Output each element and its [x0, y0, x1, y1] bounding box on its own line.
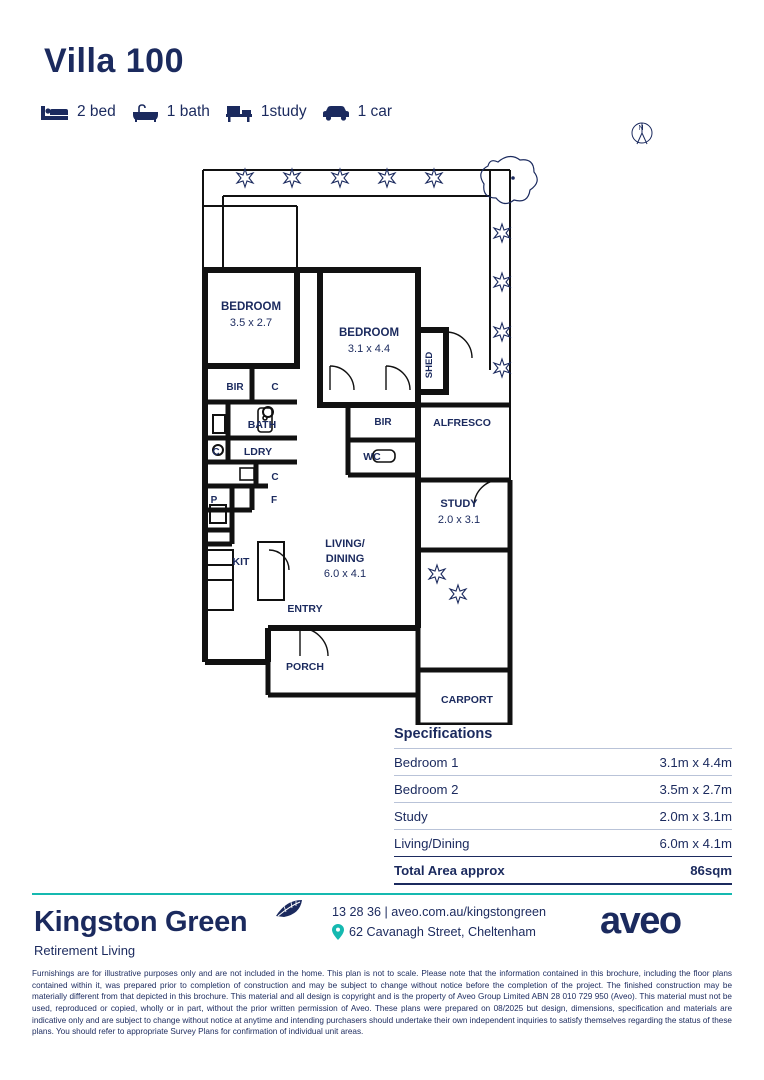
compass-north-icon — [625, 118, 659, 152]
table-row-total — [394, 856, 732, 885]
label-living-2: DINING — [325, 553, 365, 565]
aveo-logo: aveo — [600, 900, 681, 942]
table-row — [394, 775, 732, 802]
feature-study-label: 1study — [260, 103, 307, 120]
study-desk-icon — [224, 100, 254, 124]
contact-address-row — [332, 923, 546, 943]
table-row — [394, 802, 732, 829]
label-carport: CARPORT — [441, 694, 493, 706]
feature-car — [321, 100, 392, 124]
feature-bed — [40, 100, 116, 124]
label-bedroom2-name: BEDROOM — [220, 301, 282, 313]
spec-value: 3.1m x 4.4m — [659, 754, 732, 770]
label-bir1: BIR — [226, 382, 244, 393]
label-bath: BATH — [247, 419, 277, 431]
label-ldry: LDRY — [243, 446, 273, 458]
car-icon — [321, 100, 351, 124]
spec-name: Bedroom 1 — [394, 754, 459, 770]
feature-bath — [130, 100, 210, 124]
page-title: Villa 100 — [44, 42, 184, 80]
floor-plan — [0, 150, 764, 720]
feature-summary-row — [40, 100, 406, 124]
spec-total-name: Total Area approx — [394, 862, 505, 878]
label-entry: ENTRY — [287, 603, 323, 615]
brand-name: Kingston Green — [34, 906, 248, 938]
label-porch: PORCH — [286, 661, 324, 673]
specifications-heading: Specifications — [394, 726, 493, 742]
spec-name: Bedroom 2 — [394, 781, 459, 797]
brand-block — [34, 906, 247, 958]
spec-value: 3.5m x 2.7m — [659, 781, 732, 797]
label-wc: WC — [363, 451, 381, 463]
label-p: P — [210, 495, 218, 506]
bath-icon — [130, 100, 160, 124]
label-bir2: BIR — [374, 417, 392, 428]
map-pin-icon — [332, 924, 344, 940]
svg-text:N: N — [638, 125, 644, 132]
label-kit: KIT — [232, 556, 250, 568]
table-row — [394, 748, 732, 775]
label-c1: C — [271, 382, 279, 393]
label-alfresco: ALFRESCO — [433, 417, 491, 429]
label-f: F — [270, 495, 278, 506]
label-shed: SHED — [424, 351, 435, 379]
contact-address: 62 Cavanagh Street, Cheltenham — [349, 924, 536, 939]
feature-car-label: 1 car — [357, 103, 393, 120]
brand-tagline: Retirement Living — [34, 943, 136, 958]
feature-study — [224, 100, 307, 124]
label-study-name: STUDY — [440, 498, 478, 510]
label-living-dims: 6.0 x 4.1 — [323, 568, 367, 580]
leaf-icon — [272, 898, 306, 920]
specifications-table — [394, 726, 732, 885]
label-bedroom1-name: BEDROOM — [338, 327, 400, 339]
label-living-1: LIVING/ — [325, 538, 365, 550]
spec-value: 2.0m x 3.1m — [659, 808, 732, 824]
spec-name: Living/Dining — [394, 835, 470, 851]
spec-total-value: 86sqm — [690, 862, 732, 878]
spec-value: 6.0m x 4.1m — [659, 835, 732, 851]
bed-icon — [40, 100, 70, 124]
table-row — [394, 829, 732, 856]
label-c2: C — [212, 447, 220, 458]
label-c3: C — [271, 472, 279, 483]
label-bedroom1-dims: 3.1 x 4.4 — [347, 343, 391, 355]
spec-name: Study — [394, 808, 428, 824]
disclaimer-text: Furnishings are for illustrative purposes only and are not included in the home. This plan is not to scale. Please note that the information contained in this brochure, including the floor plans contained within it, was prepared prior to completion of construction and may be subject to change without notice before the completion of the project. The finished construction may be materially different from that depicted in this brochure. This material and all design is copyright and is the property of Aveo Group Limited ABN 28 010 729 950 (Aveo). This material must not be used, reproduced or copied, wholly or in part, without the prior written permission of Aveo. These plans were prepared on 08/2025 but design, dimensions, specification and materials are indicative only and are subject to change without notice at anytime and intending purchasers should undertake their own independent inquiries to satisfy themselves regarding the status of these plans. You should refer to appropriate Survey Plans for confirmation of individual unit areas. — [32, 969, 732, 1037]
feature-bath-label: 1 bath — [166, 103, 210, 120]
contact-phone-web[interactable]: 13 28 36 | aveo.com.au/kingstongreen — [332, 905, 547, 919]
label-study-dims: 2.0 x 3.1 — [437, 514, 481, 526]
contact-block — [332, 903, 546, 942]
footer-divider — [32, 893, 732, 895]
label-bedroom2-dims: 3.5 x 2.7 — [229, 317, 273, 329]
feature-bed-label: 2 bed — [77, 103, 116, 120]
